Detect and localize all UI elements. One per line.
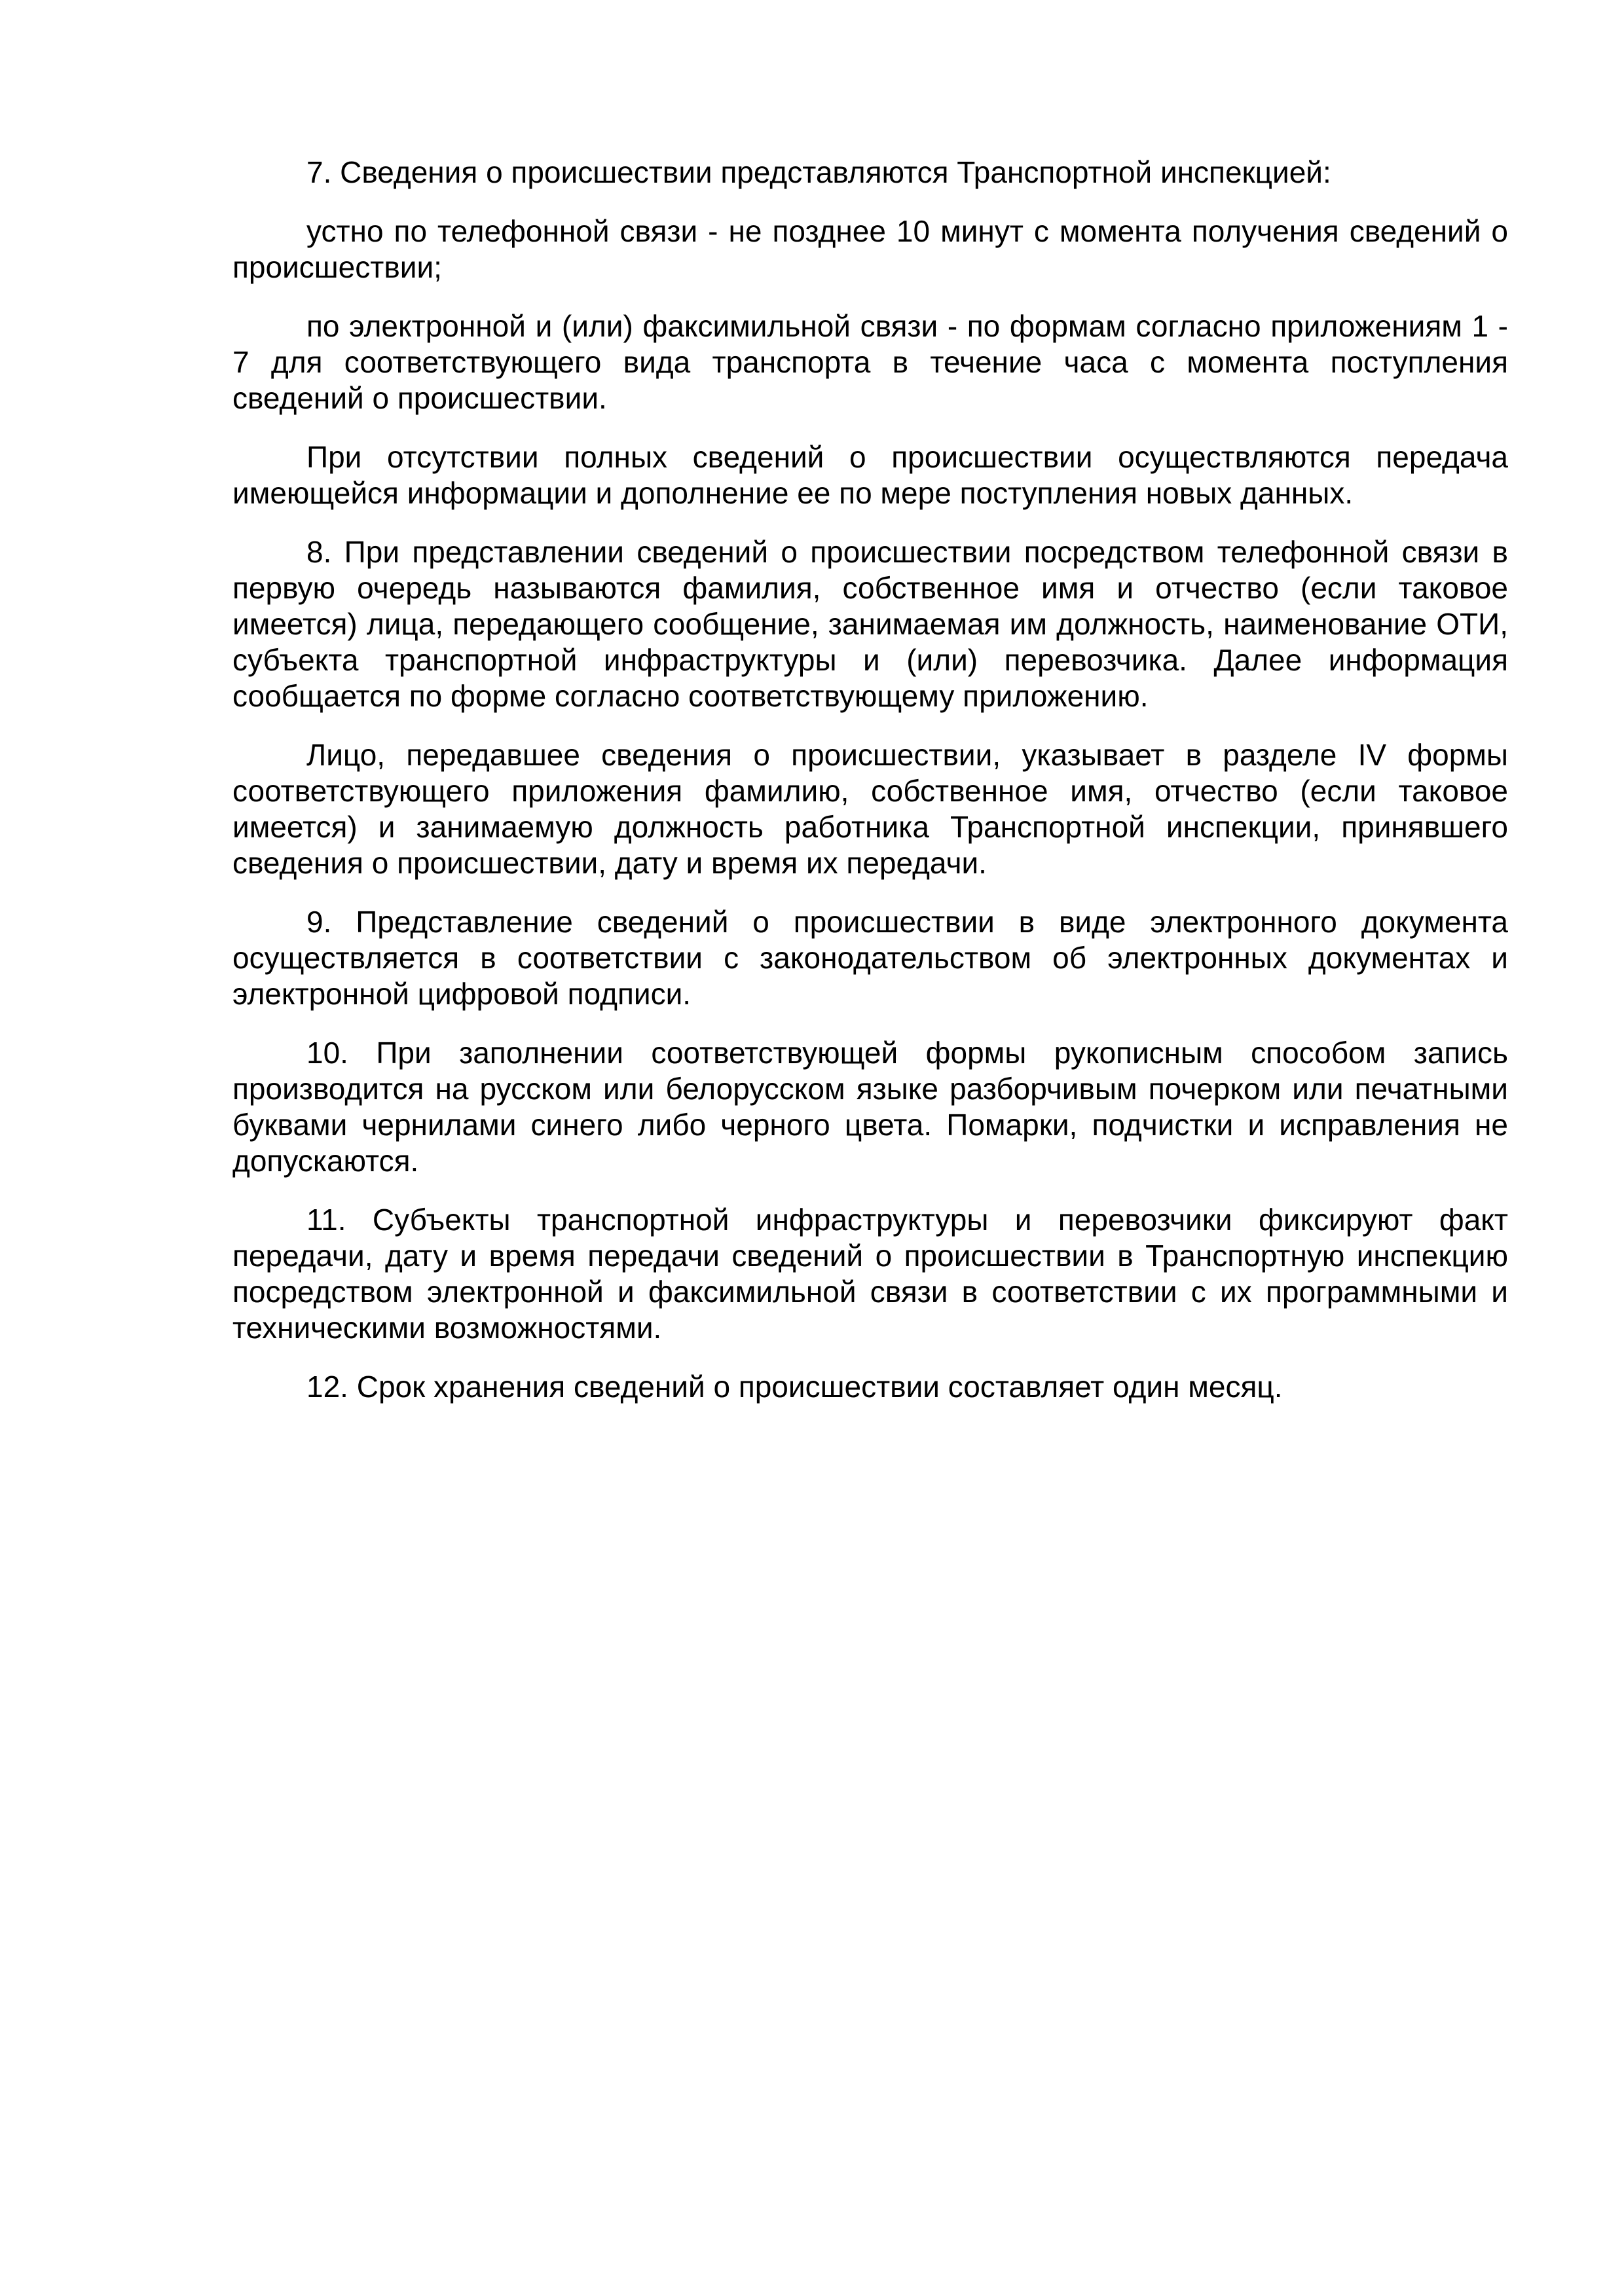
paragraph-7-oral: устно по телефонной связи - не позднее 10 минут с момента получения сведений о происшествии; xyxy=(232,214,1508,284)
paragraph-7: 7. Сведения о происшествии представляются Транспортной инспекцией: xyxy=(306,155,1331,189)
paragraph-11: 11. Субъекты транспортной инфраструктуры и перевозчики фиксируют факт передачи, дату и время передачи сведений о происшествии в Транспортную инспекцию посредством электронной и факсимильной связи в соответствии с их программными и техническими возможностями. xyxy=(232,1203,1508,1345)
paragraph-10: 10. При заполнении соответствующей формы рукописным способом запись производится на русском или белорусском языке разборчивым почерком или печатными буквами чернилами синего либо черного цвета. Помарки, подчистки и исправления не допускаются. xyxy=(232,1036,1508,1178)
document-body xyxy=(232,155,1508,1405)
paragraph-9: 9. Представление сведений о происшествии в виде электронного документа осуществляется в соответствии с законодательством об электронных документах и электронной цифровой подписи. xyxy=(232,905,1508,1011)
paragraph-8-person: Лицо, передавшее сведения о происшествии, указывает в разделе IV формы соответствующего приложения фамилию, собственное имя, отчество (если таковое имеется) и занимаемую должность работника Транспортной инспекции, принявшего сведения о происшествии, дату и время их передачи. xyxy=(232,738,1508,880)
paragraph-8: 8. При представлении сведений о происшествии посредством телефонной связи в первую очередь называются фамилия, собственное имя и отчество (если таковое имеется) лица, передающего сообщение, занимаемая им должность, наименование ОТИ, субъекта транспортной инфраструктуры и (или) перевозчика. Далее информация сообщается по форме согласно соответствующему приложению. xyxy=(232,535,1508,713)
paragraph-7-incomplete: При отсутствии полных сведений о происшествии осуществляются передача имеющейся информации и дополнение ее по мере поступления новых данных. xyxy=(232,440,1508,510)
paragraph-12: 12. Срок хранения сведений о происшествии составляет один месяц. xyxy=(306,1370,1283,1404)
paragraph-7-electronic: по электронной и (или) факсимильной связи - по формам согласно приложениям 1 - 7 для соответствующего вида транспорта в течение часа с момента поступления сведений о происшествии. xyxy=(232,309,1508,415)
